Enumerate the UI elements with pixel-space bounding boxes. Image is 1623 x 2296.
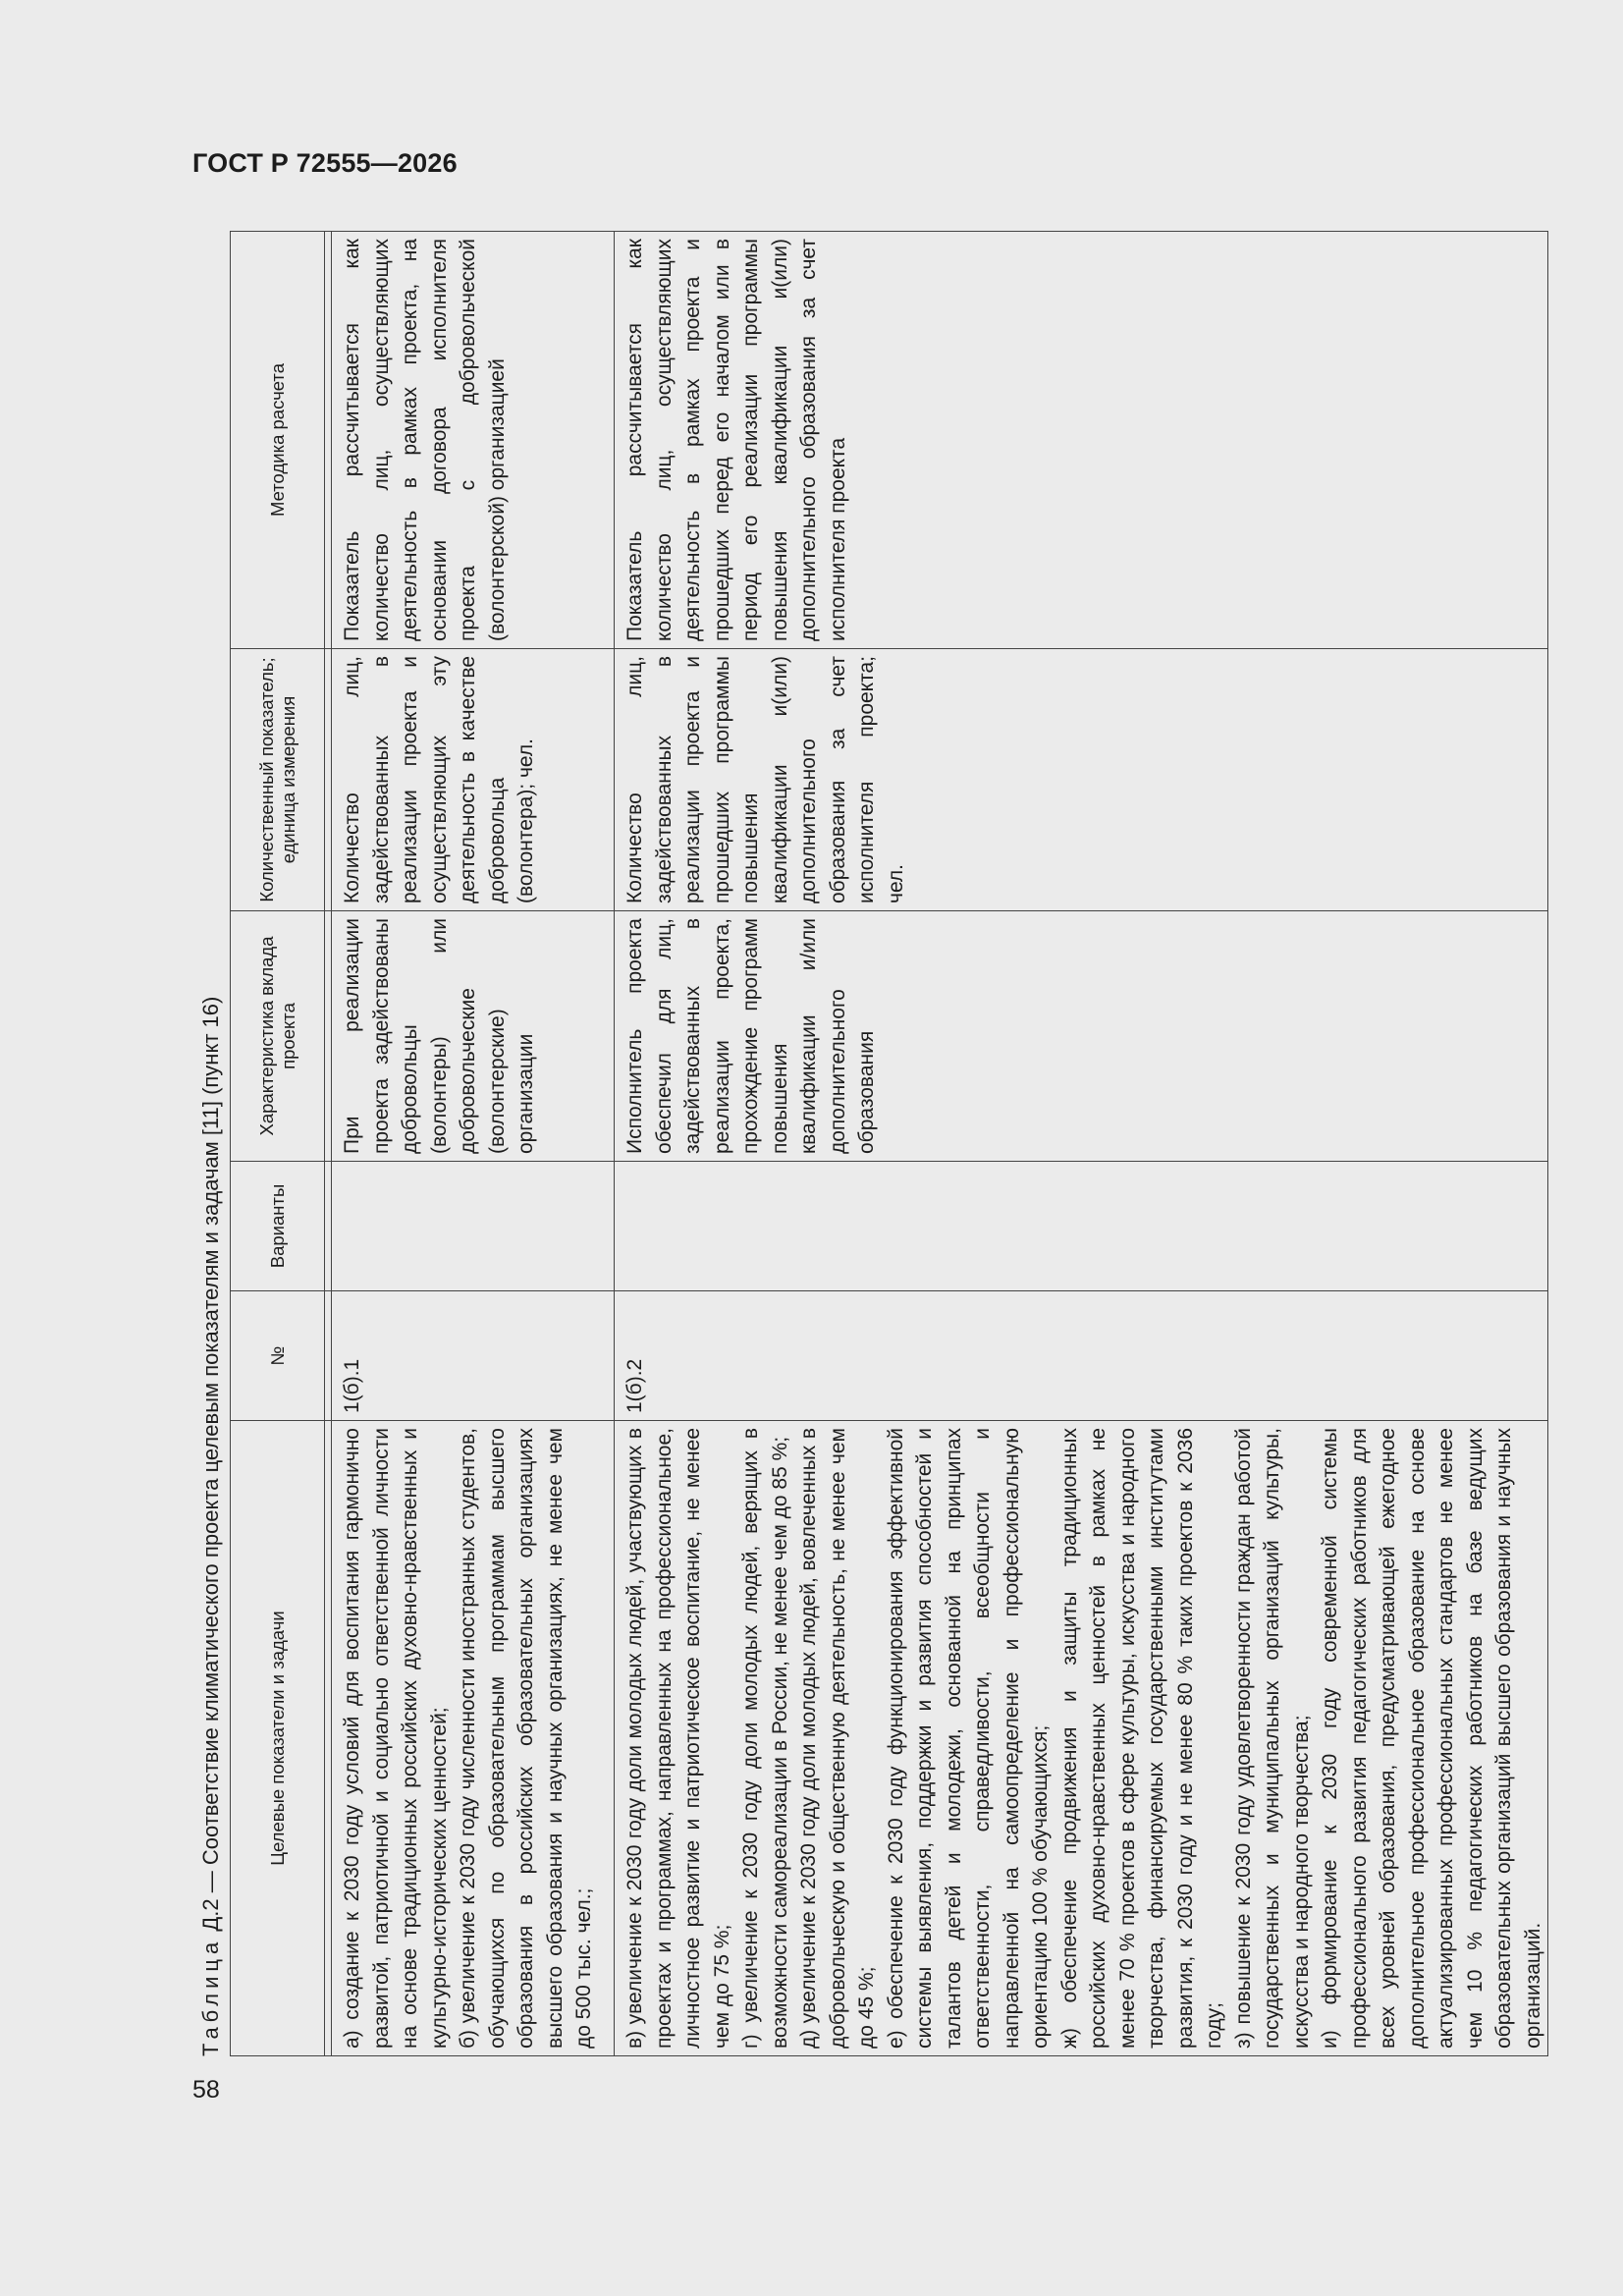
col-header-variants: Варианты — [231, 1162, 325, 1291]
goal-item: е) обеспечение к 2030 году функционирования эффективной системы выявления, поддержки и развития способностей и талантов детей и молодежи, основанной на принципах ответственности, справедливости, всеобщности и направленной на самоопределение и профессиональную ориентацию 100 % обучающихся; — [884, 1428, 1052, 2049]
col-header-no: № — [231, 1291, 325, 1421]
goal-item: ж) обеспечение продвижения и защиты традиционных российских духовно-нравственных ценностей в рамках не менее 70 % проектов в сфере культуры, искусства и народного творчества, финансируемых государственными институтами развития, к 2030 году и не менее 80 % таких проектов к 2036 году; — [1057, 1428, 1225, 2049]
col-header-method: Методика расчета — [231, 232, 325, 649]
row-indicator: Количество лиц, задействованных в реализации проекта и прошедших программы повышения квалификации и(или) дополнительного образования за счет исполнителя проекта; чел. — [615, 649, 1548, 911]
table-row — [332, 232, 615, 2056]
goal-item: г) увеличение к 2030 году доли молодых людей, верящих в возможности самореализации в России, не менее чем до 85 %; — [739, 1428, 791, 2049]
row-method: Показатель рассчитывается как количество лиц, осуществляющих деятельность в рамках проекта и прошедших перед его началом или в период его реализации программы повышения квалификации и(или) дополнительного образования за счет исполнителя проекта — [615, 232, 1548, 649]
indicators-table — [230, 231, 1548, 2056]
caption-prefix: Таблица — [198, 1937, 223, 2056]
row-variants — [332, 1162, 615, 1291]
rotated-table-page — [196, 232, 1544, 2056]
goal-item: и) формирование к 2030 году современной системы профессионального развития педагогических работников для всех уровней образования, предусматривающей ежегодное дополнительное профессиональное образование на основе актуализированных профессиональных стандартов не менее чем 10 % педагогических работников на базе ведущих образовательных организаций высшего образования и научных организаций. — [1319, 1428, 1544, 2049]
table-caption — [198, 997, 224, 2056]
goal-item: а) создание к 2030 году условий для воспитания гармонично развитой, патриотичной и социально ответственной личности на основе традиционных российских духовно-нравственных и культурно-исторических ценностей; — [341, 1428, 451, 2049]
caption-text: Д.2 — Соответствие климатического проекта целевым показателям и задачам [11] (пункт 16) — [198, 996, 223, 1938]
row-method: Показатель рассчитывается как количество лиц, осуществляющих деятельность в рамках проекта, на основании договора исполнителя проекта с добровольческой (волонтерской) организацией — [332, 232, 615, 649]
goal-item: б) увеличение к 2030 году численности иностранных студентов, обучающихся по образовательным программам высшего образования в российских образовательных организациях высшего образования и научных организациях, не менее чем до 500 тыс. чел.; — [457, 1428, 595, 2049]
page-number: 58 — [192, 2076, 220, 2104]
col-header-goals: Целевые показатели и задачи — [231, 1421, 325, 2056]
row-number: 1(б).2 — [615, 1291, 1548, 1421]
header-separator-row — [325, 232, 332, 2056]
goal-item: з) повышение к 2030 году удовлетворенности граждан работой государственных и муниципальных организаций культуры, искусства и народного творчества; — [1231, 1428, 1313, 2049]
row-variants — [615, 1162, 1548, 1291]
goals-cell-1 — [332, 1421, 615, 2056]
document-header: ГОСТ Р 72555—2026 — [192, 148, 458, 178]
col-header-indicator: Количественный показатель; единица измерения — [231, 649, 325, 911]
goal-item: д) увеличение к 2030 году доли молодых людей, вовлеченных в добровольческую и общественную деятельность, не менее чем до 45 %; — [797, 1428, 878, 2049]
table-row — [615, 232, 1548, 2056]
row-indicator: Количество лиц, задействованных в реализации проекта и осуществляющих эту деятельность в качестве добровольца (волонтера); чел. — [332, 649, 615, 911]
row-number: 1(б).1 — [332, 1291, 615, 1421]
col-header-contribution: Характеристика вклада проекта — [231, 911, 325, 1162]
goals-cell-2 — [615, 1421, 1548, 2056]
goal-item: в) увеличение к 2030 году доли молодых людей, участвующих в проектах и программах, направленных на профессиональное, личностное развитие и патриотическое воспитание, не менее чем до 75 %; — [623, 1428, 733, 2049]
row-contribution: При реализации проекта задействованы добровольцы (волонтеры) или добровольческие (волонтерские) организации — [332, 911, 615, 1162]
row-contribution: Исполнитель проекта обеспечил для лиц, задействованных в реализации проекта, прохождение программ повышения квалификации и/или дополнительного образования — [615, 911, 1548, 1162]
